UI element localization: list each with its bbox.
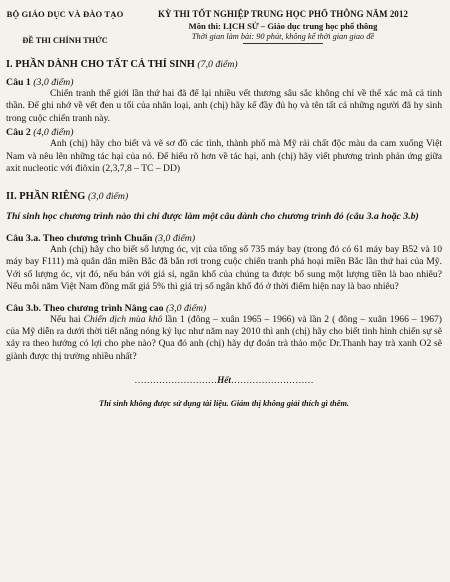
- exam-header: [6, 0, 442, 45]
- q3a-points: (3,0 điểm): [154, 233, 196, 245]
- q3a-label: Câu 3.a. Theo chương trình Chuẩn: [6, 233, 155, 245]
- end-marker: [6, 375, 442, 385]
- q3b-points: (3,0 điểm): [166, 302, 207, 314]
- part2-title-text: II. PHẦN RIÊNG: [6, 191, 88, 203]
- q3b-text-before: Nếu hai: [50, 313, 84, 325]
- q1-heading: [6, 77, 442, 88]
- q1-text: Chiến tranh thế giới lần thứ hai đã để lại nhiều vết thương sâu sắc không chỉ về thể xác mà cả tinh thần. Để ghi nhớ về vết đen u tối của nhân loại, anh (chị) hãy kể đầy đủ họ và tên tất cả những người đã hy sinh trong cuộc chiến tranh này.: [6, 88, 442, 124]
- header-right: [124, 9, 442, 45]
- subject-line: [124, 21, 442, 31]
- q3b-heading: [6, 303, 442, 314]
- part1-title-text: I. PHẦN DÀNH CHO TẤT CẢ THÍ SINH: [6, 59, 198, 70]
- end-dots-right: ………………………: [230, 375, 314, 386]
- header-left: [6, 9, 124, 45]
- subject-rest: – Giáo dục trung học phổ thông: [258, 21, 378, 31]
- q1-points: (3,0 điểm): [33, 77, 74, 88]
- q3a-text: Anh (chị) hãy cho biết số lượng óc, vịt của tổng số 735 máy bay (trong đó có 61 máy bay B52 và 10 máy bay F111) mà quân dân miền Bắc đã bắn rơi trong cuộc chiến tranh phá hoại miền Bắc lần thứ hai của Mỹ. Với số lượng óc, vịt đó, nếu bán với giá sỉ, ngân khố của chúng ta được bổ sung một lượng tiền là bao nhiêu? Nếu mỗi năm Việt Nam đồng mất giá 5% thì giá trị số ngân khố đó ở thời điểm hiện nay là bao nhiêu?: [6, 244, 442, 293]
- q1-label: Câu 1: [6, 77, 34, 88]
- q2-text: Anh (chị) hãy cho biết và vẽ sơ đồ các tỉnh, thành phố mà Mỹ rải chất độc màu da cam xuống Việt Nam và nêu lên những tác hại của nó. Để hiểu rõ hơn về tác hại, anh (chị) hãy viết phương trình phản ứng giữa axit nucleotic với điôxin (2,3,7,8 – TC – DD): [6, 138, 442, 175]
- end-text: Hết: [217, 375, 231, 386]
- subject-name: LỊCH SỬ: [222, 21, 259, 31]
- end-dots-left: ………………………: [134, 375, 218, 386]
- subject-label: Môn thi:: [188, 21, 223, 31]
- part2-title: [6, 191, 442, 202]
- q3b-text: [6, 314, 442, 364]
- q3b-label: Câu 3.b. Theo chương trình Nâng cao: [6, 302, 167, 314]
- part2-instruction: Thí sinh học chương trình nào thì chỉ được làm một câu dành cho chương trình đó (câu 3.a hoặc 3.b): [6, 211, 419, 223]
- q3a-heading: [6, 233, 442, 244]
- q3b-campaign: Chiến dịch mùa khô: [83, 313, 163, 325]
- official-exam-label: ĐỀ THI CHÍNH THỨC: [22, 36, 108, 45]
- q2-points: (4,0 điểm): [33, 127, 74, 139]
- footer-note: Thí sinh không được sử dụng tài liệu. Giám thị không giải thích gì thêm.: [99, 399, 349, 409]
- part1-points: (7,0 điểm): [197, 59, 238, 70]
- part2-points: (3,0 điểm): [87, 191, 129, 203]
- ministry-name: BỘ GIÁO DỤC VÀ ĐÀO TẠO: [6, 9, 124, 19]
- header-divider: [243, 43, 323, 44]
- q2-label: Câu 2: [6, 127, 34, 139]
- time-allowed: Thời gian làm bài: 90 phút, không kể thời gian giao đề: [191, 32, 375, 41]
- q2-heading: [6, 127, 442, 138]
- q3b-text-after: lần 1 (đông – xuân 1965 – 1966) và lần 2 ( đông – xuân 1966 – 1967) của Mỹ diễn ra dưới thời tiết nắng nóng kỷ lục như năm nay 2010 thì anh (chị) hãy cho biết tình hình chiến sự sẽ xảy ra theo hướng có lợi cho phe nào? Qua đó anh (chị) hãy dự đoán trà thảo mộc Dr.Thanh hay trà xanh O2 sẽ giành được thị trường nhiều nhất?: [6, 313, 442, 362]
- part1-title: [6, 59, 442, 70]
- exam-title: KỲ THI TỐT NGHIỆP TRUNG HỌC PHỔ THÔNG NĂM 2012: [157, 9, 409, 19]
